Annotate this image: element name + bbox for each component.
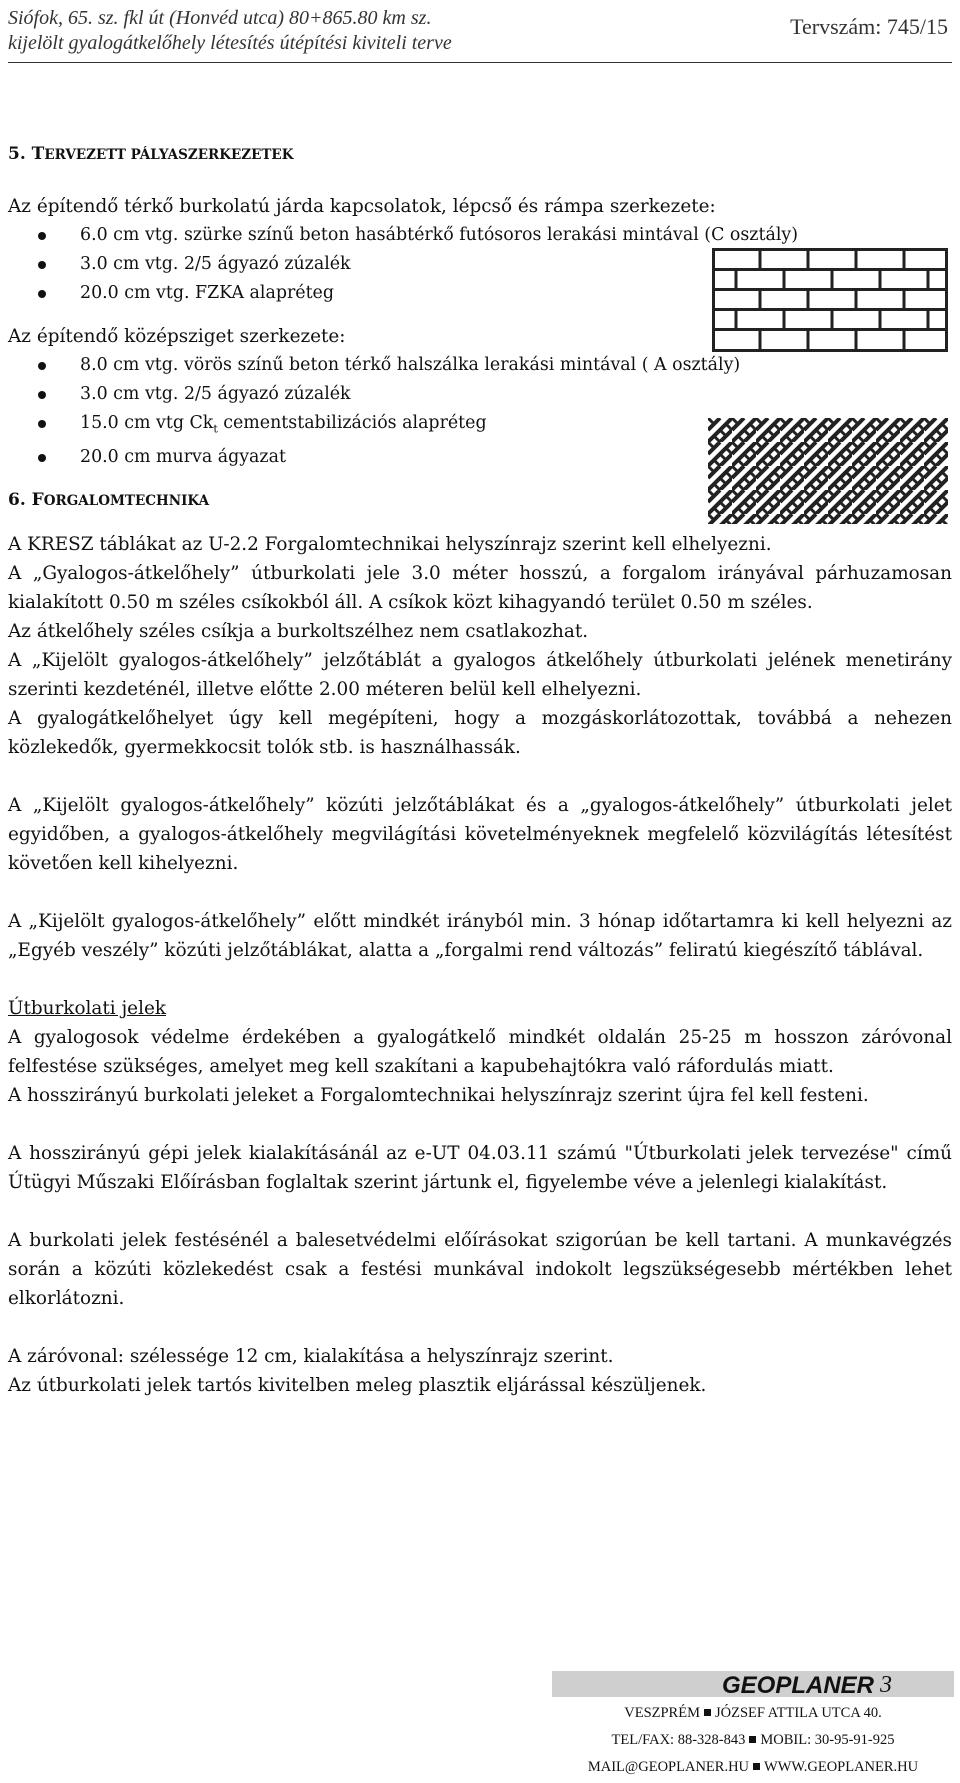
- paragraph: A hosszirányú burkolati jeleket a Forgalomtechnikai helyszínrajz szerint újra fel kell festeni.: [8, 1085, 869, 1107]
- list-item: 20.0 cm murva ágyazat: [80, 443, 952, 472]
- section-6-title: ORGALOMTECHNIKA: [43, 493, 210, 510]
- paragraph: A „Kijelölt gyalogos-átkelőhely” jelzőtáblát a gyalogos átkelőhely útburkolati jelének menetirány szerinti kezdeténél, illetve előtte 2.00 méteren belül kell elhelyezni.: [8, 650, 952, 701]
- paragraph: Az átkelőhely széles csíkja a burkoltszélhez nem csatlakozhat.: [8, 621, 589, 643]
- paragraph: A záróvonal: szélessége 12 cm, kialakítása a helyszínrajz szerint.: [8, 1346, 614, 1368]
- subheading-road-markings: Útburkolati jelek: [8, 998, 166, 1020]
- list-item: [80, 409, 952, 443]
- square-bullet-icon: [753, 1763, 760, 1770]
- header-plan-number: Tervszám: 745/15: [790, 14, 948, 39]
- section-5-number: 5. T: [8, 144, 45, 164]
- section-5-title: ERVEZETT PÁLYASZERKEZETEK: [44, 147, 294, 163]
- list-item: 3.0 cm vtg. 2/5 ágyazó zúzalék: [80, 380, 952, 409]
- paragraph: A „Kijelölt gyalogos-átkelőhely” közúti jelzőtáblákat és a „gyalogos-átkelőhely” útburkolati jelet egyidőben, a gyalogos-átkelőhely megvilágítási követelményeknek megfelelő közvilágítás létesítést követően kell kihelyezni.: [8, 795, 952, 875]
- paragraph: A burkolati jelek festésénél a balesetvédelmi előírásokat szigorúan be kell tartani. A munkavégzés során a közúti közlekedést csak a festési munkával indokolt legszükségesebb mértékben lehet elkorlátozni.: [8, 1230, 952, 1310]
- footer-phone: [552, 1732, 954, 1749]
- list-item-text: 15.0 cm vtg Ck: [80, 413, 214, 433]
- paragraph: A „Kijelölt gyalogos-átkelőhely” előtt mindkét irányból min. 3 hónap időtartamra ki kell helyezni az „Egyéb veszély” közúti jelzőtáblákat, alatta a „forgalmi rend változás” feliratú kiegészítő táblával.: [8, 911, 952, 962]
- footer-street: JÓZSEF ATTILA UTCA 40.: [714, 1705, 882, 1721]
- layer-list-2: [8, 351, 952, 472]
- section-5-heading: [8, 140, 952, 170]
- header-title-line: kijelölt gyalogátkelőhely létesítés útépítési kiviteli terve: [8, 32, 452, 54]
- header-project-line: Siófok, 65. sz. fkl út (Honvéd utca) 80+865.80 km sz.: [8, 7, 432, 29]
- section-6-number: 6. F: [8, 490, 44, 511]
- footer-tel: TEL/FAX: 88-328-843: [611, 1732, 746, 1748]
- list-item: 20.0 cm vtg. FZKA alapréteg: [80, 279, 952, 308]
- section-6-heading: [8, 486, 952, 516]
- footer-web-link[interactable]: WWW.GEOPLANER.HU: [764, 1759, 919, 1775]
- footer-mail-link[interactable]: MAIL@GEOPLANER.HU: [587, 1759, 750, 1775]
- square-bullet-icon: [749, 1736, 756, 1743]
- paragraph: A gyalogátkelőhelyet úgy kell megépíteni, hogy a mozgáskorlátozottak, továbbá a nehezen közlekedők, gyermekkocsit tolók stb. is használhassák.: [8, 708, 952, 759]
- layer-list-1: [8, 221, 952, 308]
- footer-brand-logo: GEOPLANER: [722, 1672, 875, 1699]
- paragraph: A hosszirányú gépi jelek kialakításánál az e-UT 04.03.11 számú "Útburkolati jelek tervezése" című Útügyi Műszaki Előírásban foglaltak szerint jártunk el, figyelembe véve a jelenlegi kialakítást.: [8, 1143, 952, 1194]
- square-bullet-icon: [704, 1709, 711, 1716]
- paragraph: Az útburkolati jelek tartós kivitelben meleg plasztik eljárással készüljenek.: [8, 1375, 707, 1397]
- section-5-intro-1: Az építendő térkő burkolatú járda kapcsolatok, lépcső és rámpa szerkezete:: [8, 196, 716, 217]
- list-item: 3.0 cm vtg. 2/5 ágyazó zúzalék: [80, 250, 952, 279]
- page-number: 3: [880, 1672, 892, 1698]
- list-item: 6.0 cm vtg. szürke színű beton hasábtérkő futósoros lerakási mintával (C osztály): [80, 221, 952, 250]
- list-item: 8.0 cm vtg. vörös színű beton térkő halszálka lerakási mintával ( A osztály): [80, 351, 952, 380]
- paragraph: A KRESZ táblákat az U-2.2 Forgalomtechnikai helyszínrajz szerint kell elhelyezni.: [8, 534, 772, 556]
- footer-contact: [552, 1759, 954, 1776]
- list-item-text: cementstabilizációs alapréteg: [217, 413, 487, 433]
- paragraph: A „Gyalogos-átkelőhely” útburkolati jele 3.0 méter hosszú, a forgalom irányával párhuzamosan kialakított 0.50 m széles csíkokból áll. A csíkok közt kihagyandó terület 0.50 m széles.: [8, 563, 952, 614]
- footer-address: [552, 1705, 954, 1722]
- page-header: [8, 6, 952, 63]
- footer-city: VESZPRÉM: [624, 1705, 700, 1721]
- section-5-intro-2: Az építendő középsziget szerkezete:: [8, 326, 346, 347]
- paragraph: A gyalogosok védelme érdekében a gyalogátkelő mindkét oldalán 25-25 m hosszon záróvonal felfestése szükséges, amelyet meg kell szakítani a kapubehajtókra való ráfordulás miatt.: [8, 1027, 952, 1078]
- footer-mobil: MOBIL: 30-95-91-925: [760, 1732, 895, 1748]
- document-body: [8, 140, 952, 1400]
- list-item-subscript: t: [213, 422, 218, 436]
